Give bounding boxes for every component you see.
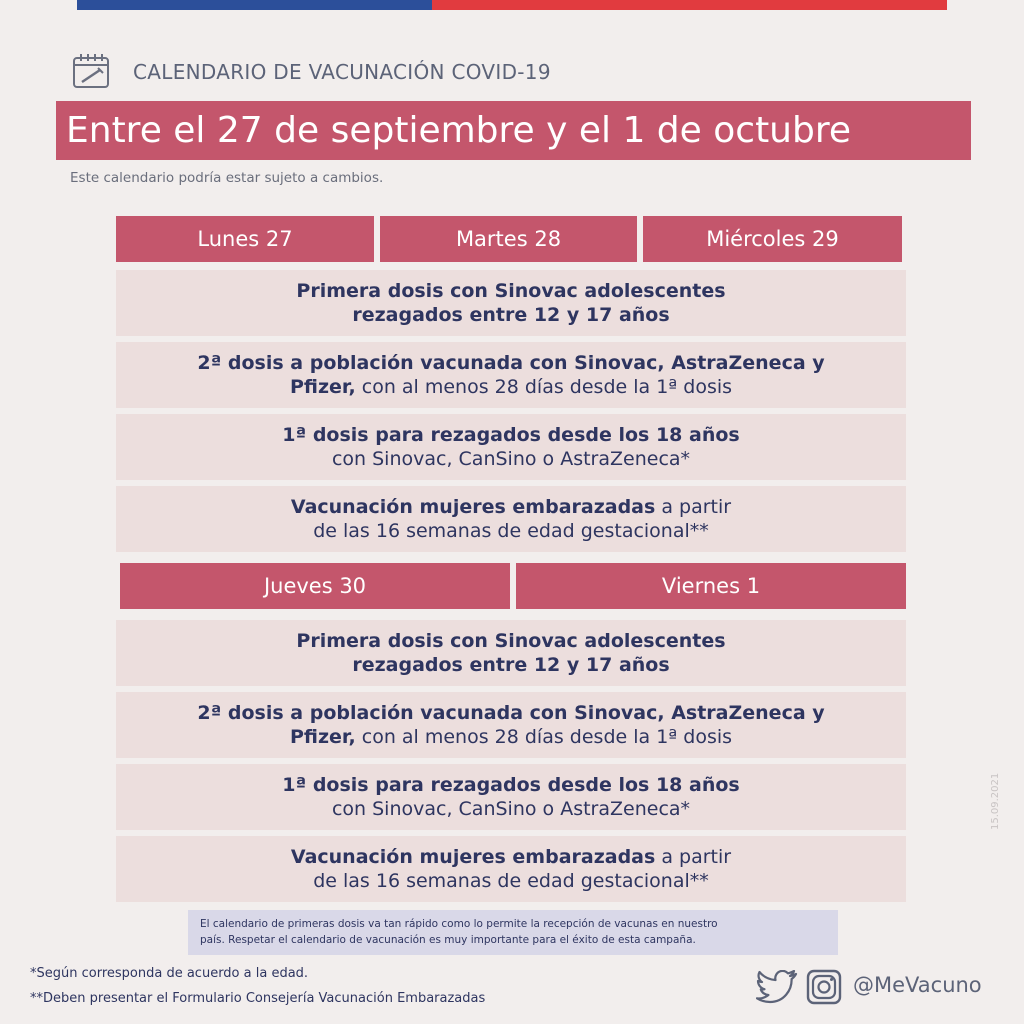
calendar-syringe-icon xyxy=(72,52,112,90)
row-line-2: de las 16 semanas de edad gestacional** xyxy=(313,870,709,892)
schedule-row-second-dose xyxy=(116,692,906,758)
note-line-1: El calendario de primeras dosis va tan rápido como lo permite la recepción de vacunas en nuestro xyxy=(200,918,718,930)
row-line-1-rest: a partir xyxy=(655,846,732,868)
schedule-row-pregnant xyxy=(116,836,906,902)
row-line-2-bold: Pfizer, xyxy=(289,376,356,398)
note-line-2: país. Respetar el calendario de vacunación es muy importante para el éxito de esta campaña. xyxy=(200,934,696,946)
schedule-row-pregnant xyxy=(116,486,906,552)
day-header-monday: Lunes 27 xyxy=(116,216,374,262)
row-line-1: Primera dosis con Sinovac adolescentes xyxy=(296,280,726,302)
day-header-wednesday: Miércoles 29 xyxy=(643,216,902,262)
calendar-title: CALENDARIO DE VACUNACIÓN COVID-19 xyxy=(133,60,551,84)
row-line-1: Primera dosis con Sinovac adolescentes xyxy=(296,630,726,652)
row-line-2: de las 16 semanas de edad gestacional** xyxy=(313,520,709,542)
row-line-2: con Sinovac, CanSino o AstraZeneca* xyxy=(331,798,691,820)
row-line-2 xyxy=(290,375,732,399)
row-line-1-bold: Vacunación mujeres embarazadas xyxy=(290,496,656,518)
date-range-banner: Entre el 27 de septiembre y el 1 de octubre xyxy=(56,101,971,160)
footnote-pregnant-form: **Deben presentar el Formulario Consejería Vacunación Embarazadas xyxy=(30,991,486,1006)
date-stamp: 15.09.2021 xyxy=(990,772,1001,830)
schedule-row-first-dose-18 xyxy=(116,764,906,830)
flag-blue-stripe xyxy=(77,0,432,10)
subtitle: Este calendario podría estar sujeto a cambios. xyxy=(70,170,384,186)
row-line-1: 1ª dosis para rezagados desde los 18 años xyxy=(282,774,740,796)
row-line-2: con Sinovac, CanSino o AstraZeneca* xyxy=(331,448,691,470)
row-line-2-rest: con al menos 28 días desde la 1ª dosis xyxy=(355,376,733,398)
row-line-1: 1ª dosis para rezagados desde los 18 años xyxy=(282,424,740,446)
row-line-1 xyxy=(291,845,731,869)
row-line-1-bold: Vacunación mujeres embarazadas xyxy=(290,846,656,868)
row-line-2 xyxy=(290,725,732,749)
schedule-row-second-dose xyxy=(116,342,906,408)
row-line-1: 2ª dosis a población vacunada con Sinovac, AstraZeneca y xyxy=(197,702,825,724)
social-handle[interactable]: @MeVacuno xyxy=(853,973,982,997)
schedule-row-adolescents xyxy=(116,620,906,686)
day-header-thursday: Jueves 30 xyxy=(120,563,510,609)
schedule-row-adolescents xyxy=(116,270,906,336)
footnote-age: *Según corresponda de acuerdo a la edad. xyxy=(30,966,309,981)
row-line-1: 2ª dosis a población vacunada con Sinovac, AstraZeneca y xyxy=(197,352,825,374)
row-line-1-rest: a partir xyxy=(655,496,732,518)
row-line-2-rest: con al menos 28 días desde la 1ª dosis xyxy=(355,726,733,748)
schedule-row-first-dose-18 xyxy=(116,414,906,480)
day-header-tuesday: Martes 28 xyxy=(380,216,637,262)
row-line-2: rezagados entre 12 y 17 años xyxy=(352,654,670,676)
day-header-friday: Viernes 1 xyxy=(516,563,906,609)
flag-red-stripe xyxy=(432,0,947,10)
info-note xyxy=(188,910,838,955)
row-line-2-bold: Pfizer, xyxy=(289,726,356,748)
row-line-2: rezagados entre 12 y 17 años xyxy=(352,304,670,326)
instagram-icon[interactable] xyxy=(806,969,842,1005)
twitter-icon[interactable] xyxy=(756,970,798,1004)
row-line-1 xyxy=(291,495,731,519)
